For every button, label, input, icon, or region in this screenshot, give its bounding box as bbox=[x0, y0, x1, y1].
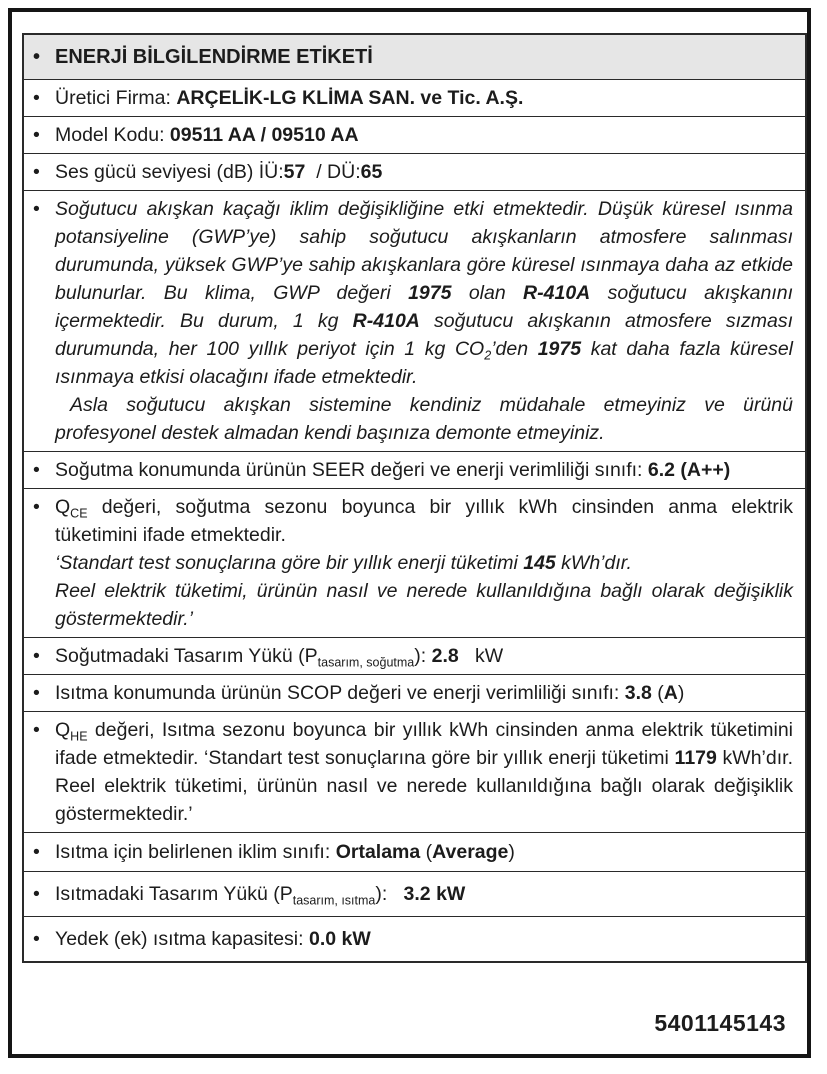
paragraph: Soğutmadaki Tasarım Yükü $(P_{tasarım, soğutma})$: 2.8 kW bbox=[55, 645, 504, 670]
row-heating-design-load bbox=[24, 872, 805, 917]
paragraph: Reel elektrik tüketimi, ürünün nasıl ve nerede kullanıldığına bağlı olarak değişiklik göstermektedir.’ bbox=[55, 580, 793, 630]
bullet-icon: • bbox=[33, 87, 40, 109]
row-scop-rating bbox=[24, 675, 805, 712]
bullet-icon: • bbox=[33, 459, 40, 481]
paragraph: ENERJİ BİLGİLENDİRME ETİKETİ bbox=[55, 46, 373, 68]
paragraph: Soğutma konumunda ürünün SEER değeri ve enerji verimliliği sınıfı: 6.2 (A++) bbox=[55, 459, 731, 481]
row-content-heating-design-load bbox=[55, 880, 793, 908]
row-manufacturer bbox=[24, 80, 805, 117]
row-content-qhe-consumption bbox=[55, 716, 793, 828]
row-qhe-consumption bbox=[24, 712, 805, 833]
bullet-icon: • bbox=[33, 496, 40, 518]
bullet-icon: • bbox=[33, 198, 40, 220]
bullet-icon: • bbox=[33, 719, 40, 741]
paragraph: Isıtma için belirlenen iklim sınıfı: Ortalama (Average) bbox=[55, 841, 515, 863]
row-content-cooling-design-load bbox=[55, 642, 793, 670]
row-backup-heating-capacity bbox=[24, 917, 805, 961]
row-content-refrigerant-climate-info bbox=[55, 195, 793, 447]
row-climate-class bbox=[24, 833, 805, 872]
row-refrigerant-climate-info bbox=[24, 191, 805, 452]
row-cooling-design-load bbox=[24, 638, 805, 675]
row-content-backup-heating-capacity bbox=[55, 925, 793, 953]
row-seer-rating bbox=[24, 452, 805, 489]
paragraph: $Q_{HE}$ değeri, Isıtma sezonu boyunca bir yıllık kWh cinsinden anma elektrik tüketimini ifade etmektedir. ‘Standart test sonuçlarına göre bir yıllık enerji tüketimi 1179 kWh’dır. Reel elektrik tüketimi, ürünün nasıl ve nerede kullanıldığına bağlı olarak değişiklik göstermektedir.’ bbox=[55, 719, 793, 825]
paragraph: Ses gücü seviyesi (dB) İÜ:57 / DÜ:65 bbox=[55, 161, 383, 183]
row-content-title bbox=[55, 43, 793, 71]
bullet-icon: • bbox=[33, 46, 41, 68]
paragraph: $Q_{CE}$ değeri, soğutma sezonu boyunca bir yıllık kWh cinsinden anma elektrik tüketimini ifade etmektedir. bbox=[55, 496, 793, 546]
bullet-icon: • bbox=[33, 841, 40, 863]
row-qce-consumption bbox=[24, 489, 805, 638]
row-content-qce-consumption bbox=[55, 493, 793, 633]
paragraph: Üretici Firma: ARÇELİK-LG KLİMA SAN. ve Tic. A.Ş. bbox=[55, 87, 524, 109]
bullet-icon: • bbox=[33, 124, 40, 146]
bullet-icon: • bbox=[33, 161, 40, 183]
row-content-climate-class bbox=[55, 838, 793, 866]
document-code: 5401145143 bbox=[654, 1010, 786, 1036]
row-title bbox=[24, 35, 805, 80]
row-content-model-code bbox=[55, 121, 793, 149]
row-model-code bbox=[24, 117, 805, 154]
paragraph: ‘Standart test sonuçlarına göre bir yıllık enerji tüketimi 145 kWh’dır. bbox=[55, 552, 632, 574]
energy-label-table bbox=[22, 33, 807, 963]
label-outer-frame bbox=[8, 8, 811, 1058]
paragraph: Soğutucu akışkan kaçağı iklim değişikliğine etki etmektedir. Düşük küresel ısınma potansiyeline (GWP’ye) sahip soğutucu akışkanların atmosfere salınması durumunda, yüksek GWP’ye sahip akışkanlara göre küresel ısınmaya daha az etkide bulunurlar. Bu klima, GWP değeri 1975 olan R-410A soğutucu akışkanını içermektedir. Bu durum, 1 kg R-410A soğutucu akışkanın atmosfere sızması durumunda, her 100 yıllık periyot için 1 kg $CO_2’den$ 1975 kat daha fazla küresel ısınmaya etkisi olacağını ifade etmektedir. bbox=[55, 198, 794, 388]
bullet-icon: • bbox=[33, 928, 40, 950]
paragraph: Asla soğutucu akışkan sistemine kendiniz müdahale etmeyiniz ve ürünü profesyonel destek almadan kendi başınıza demonte etmeyiniz. bbox=[55, 394, 793, 444]
bullet-icon: • bbox=[33, 645, 40, 667]
bullet-icon: • bbox=[33, 883, 40, 905]
row-sound-power-level bbox=[24, 154, 805, 191]
row-content-scop-rating bbox=[55, 679, 793, 707]
row-content-seer-rating bbox=[55, 456, 793, 484]
row-content-manufacturer bbox=[55, 84, 793, 112]
paragraph: Yedek (ek) ısıtma kapasitesi: 0.0 kW bbox=[55, 928, 371, 950]
paragraph: Model Kodu: 09511 AA / 09510 AA bbox=[55, 124, 359, 146]
paragraph: Isıtmadaki Tasarım Yükü $(P_{tasarım, ısıtma})$: 3.2 kW bbox=[55, 883, 466, 908]
row-content-sound-power-level bbox=[55, 158, 793, 186]
paragraph: Isıtma konumunda ürünün SCOP değeri ve enerji verimliliği sınıfı: 3.8 (A) bbox=[55, 682, 685, 704]
bullet-icon: • bbox=[33, 682, 40, 704]
